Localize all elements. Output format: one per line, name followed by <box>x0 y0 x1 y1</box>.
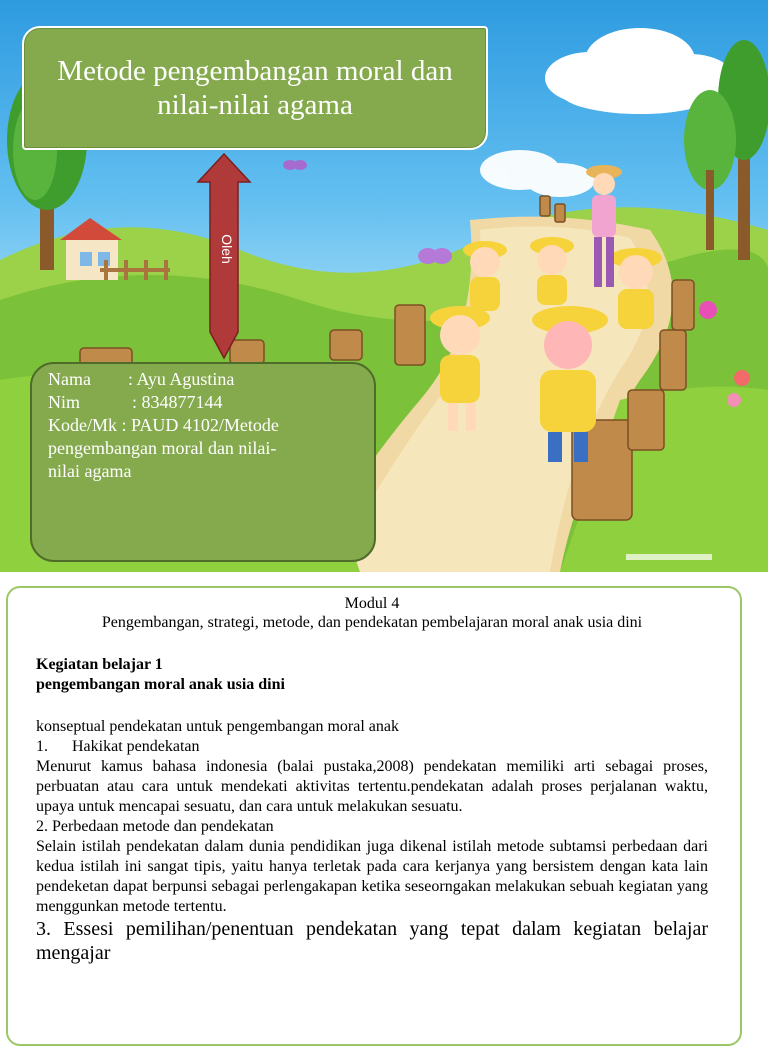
page-title: Metode pengembangan moral dan nilai-nilai agama <box>57 55 453 121</box>
title-banner <box>22 26 488 150</box>
section1-heading <box>36 737 708 757</box>
nim-value: : 834877144 <box>132 392 223 412</box>
butterfly-icon <box>283 160 307 170</box>
intro-text: konseptual pendekatan untuk pengembangan moral anak <box>36 718 399 735</box>
nama-row <box>48 368 360 391</box>
section2-heading: 2. Perbedaan metode dan pendekatan <box>36 818 274 835</box>
kode-line-3: nilai agama <box>48 461 132 481</box>
kode-line-1: Kode/Mk : PAUD 4102/Metode <box>48 415 279 435</box>
section1-body: Menurut kamus bahasa indonesia (balai pustaka,2008) pendekatan memiliki arti sebagai proses, perbuatan atau cara untuk mendekati aktivitas tertentu.pendekatan adalah proses perjalanan waktu, upaya untuk mencapai sesuatu, dan cara untuk melakukan sesuatu. <box>36 758 708 815</box>
nama-label: Nama <box>48 369 91 389</box>
kode-line-2: pengembangan moral dan nilai- <box>48 438 277 458</box>
modul-subtitle: Pengembangan, strategi, metode, dan pendekatan pembelajaran moral anak usia dini <box>101 614 643 631</box>
oleh-label: Oleh <box>219 234 235 264</box>
nim-label: Nim <box>48 392 81 412</box>
section1-title: Hakikat pendekatan <box>72 738 200 755</box>
section1-number: 1. <box>36 738 48 755</box>
section2-body: Selain istilah pendekatan dalam dunia pendidikan juga dikenal istilah metode subtamsi perbedaan dari kedua istilah ini sangat tipis, yaitu hanya terletak pada cara kerjanya yang bersistem dengan kata lain pendeketan dapat berpunsi sebagai perlengakapan ketika seseorngakan melakukan sebuah kegiatan yang menggunkan metode tertentu. <box>36 838 708 915</box>
nama-value: : Ayu Agustina <box>128 369 235 389</box>
nim-row <box>48 391 360 414</box>
identity-box <box>30 362 376 562</box>
section3-heading: 3. Essesi pemilihan/penentuan pendekatan yang tepat dalam kegiatan belajar mengajar <box>36 918 708 964</box>
kegiatan-topic: pengembangan moral anak usia dini <box>36 676 285 693</box>
cloud-icon <box>480 150 595 197</box>
kegiatan-heading: Kegiatan belajar 1 <box>36 656 163 673</box>
document-panel <box>6 586 742 1046</box>
modul-heading: Modul 4 <box>344 595 400 612</box>
document-body <box>36 594 708 965</box>
butterfly-icon <box>418 248 452 264</box>
